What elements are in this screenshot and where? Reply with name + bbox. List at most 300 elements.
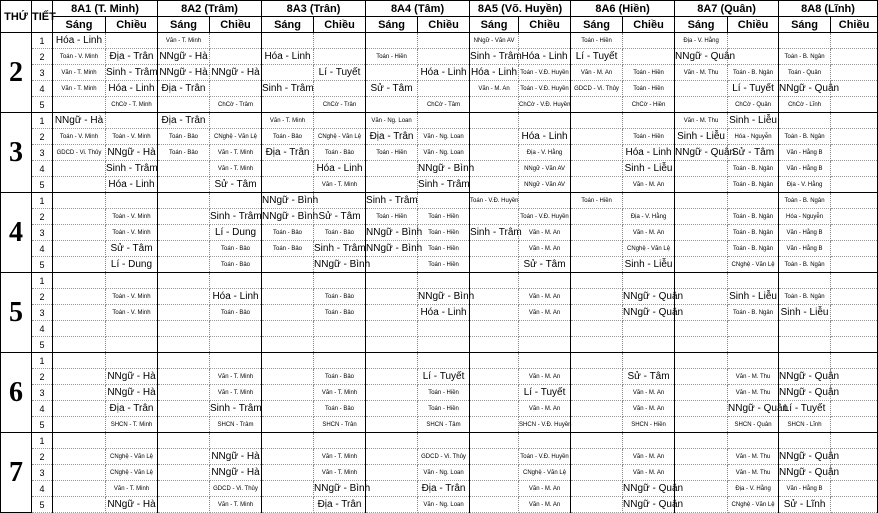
morning-cell: Địa - Trân <box>366 129 418 145</box>
morning-cell: NNgữ - Bình <box>262 209 314 225</box>
afternoon-cell <box>210 33 262 49</box>
morning-cell: Văn - Hằng B <box>779 241 831 257</box>
morning-cell: Địa - Trân <box>158 113 210 129</box>
morning-cell <box>571 433 623 449</box>
class-header: 8A8 (Lĩnh) <box>779 1 878 17</box>
session-header-afternoon: Chiều <box>418 17 470 33</box>
afternoon-cell: Lí - Tuyết <box>314 65 366 81</box>
afternoon-cell: Văn - M. An <box>519 305 571 321</box>
afternoon-cell: Toán - Bảo <box>314 225 366 241</box>
period-number: 2 <box>32 369 53 385</box>
afternoon-cell: Toán - V.Ð. Huyền <box>519 449 571 465</box>
session-header-row <box>1 17 878 33</box>
morning-cell: Toán - B. Ngân <box>779 49 831 65</box>
morning-cell <box>366 305 418 321</box>
afternoon-cell <box>831 337 878 353</box>
morning-cell <box>158 369 210 385</box>
afternoon-cell <box>831 113 878 129</box>
morning-cell <box>366 321 418 337</box>
morning-cell <box>53 369 106 385</box>
morning-cell <box>470 113 519 129</box>
afternoon-cell: NNgữ - Quân <box>623 497 675 513</box>
morning-cell <box>262 353 314 369</box>
morning-cell <box>53 305 106 321</box>
morning-cell: Toán - Hiền <box>571 193 623 209</box>
morning-cell <box>571 113 623 129</box>
morning-cell <box>571 417 623 433</box>
morning-cell: NNgữ - Quân <box>779 449 831 465</box>
class-header: 8A7 (Quân) <box>675 1 779 17</box>
afternoon-cell: Lí - Tuyết <box>418 369 470 385</box>
period-number: 5 <box>32 177 53 193</box>
afternoon-cell <box>106 113 158 129</box>
morning-cell <box>571 161 623 177</box>
afternoon-cell: Sử - Tâm <box>519 257 571 273</box>
afternoon-cell <box>418 433 470 449</box>
afternoon-cell: Sinh - Trâm <box>106 65 158 81</box>
morning-cell: Toán - Bảo <box>262 129 314 145</box>
morning-cell <box>470 241 519 257</box>
afternoon-cell <box>831 497 878 513</box>
morning-cell: Hóa - Linh <box>53 33 106 49</box>
morning-cell <box>262 305 314 321</box>
afternoon-cell: Toán - V.Ð. Huyền <box>519 209 571 225</box>
afternoon-cell <box>623 337 675 353</box>
afternoon-cell: Văn - T. Minh <box>314 177 366 193</box>
morning-cell <box>571 353 623 369</box>
period-row <box>1 209 878 225</box>
afternoon-cell: Toán - B. Ngân <box>728 241 779 257</box>
afternoon-cell: Toán - Hiền <box>623 65 675 81</box>
period-row <box>1 305 878 321</box>
morning-cell <box>470 481 519 497</box>
period-row <box>1 145 878 161</box>
afternoon-cell: Toán - Hiền <box>418 257 470 273</box>
afternoon-cell <box>623 273 675 289</box>
afternoon-cell <box>210 113 262 129</box>
afternoon-cell <box>314 113 366 129</box>
morning-cell: Toán - V. Minh <box>53 49 106 65</box>
morning-cell <box>366 449 418 465</box>
morning-cell: Toán - B. Ngân <box>779 257 831 273</box>
afternoon-cell: ChCờ - Quân <box>728 97 779 113</box>
afternoon-cell <box>210 193 262 209</box>
afternoon-cell: Sử - Tâm <box>623 369 675 385</box>
session-header-afternoon: Chiều <box>314 17 366 33</box>
afternoon-cell: Toán - B. Ngân <box>728 177 779 193</box>
period-row <box>1 161 878 177</box>
afternoon-cell: Lí - Dung <box>210 225 262 241</box>
morning-cell: Sinh - Liễu <box>675 129 728 145</box>
morning-cell <box>366 257 418 273</box>
morning-cell <box>470 209 519 225</box>
morning-cell <box>158 353 210 369</box>
afternoon-cell <box>106 321 158 337</box>
morning-cell <box>262 321 314 337</box>
afternoon-cell <box>831 177 878 193</box>
afternoon-cell: Sử - Tâm <box>210 177 262 193</box>
afternoon-cell: Hóa - Nguyễn <box>728 129 779 145</box>
morning-cell: Văn - Ng. Loan <box>366 113 418 129</box>
morning-cell <box>470 161 519 177</box>
afternoon-cell: Sử - Tâm <box>106 241 158 257</box>
afternoon-cell: Văn - M. An <box>519 481 571 497</box>
morning-cell: Lí - Tuyết <box>779 401 831 417</box>
afternoon-cell: CNghệ - Văn Lệ <box>106 465 158 481</box>
period-number: 4 <box>32 401 53 417</box>
afternoon-cell <box>106 353 158 369</box>
morning-cell: NNgữ - Quân <box>675 145 728 161</box>
afternoon-cell <box>728 193 779 209</box>
session-header-morning: Sáng <box>366 17 418 33</box>
morning-cell: NNgữ - Hà <box>158 49 210 65</box>
afternoon-cell: NNgữ - Hà <box>106 497 158 513</box>
afternoon-cell: Toán - Bảo <box>314 289 366 305</box>
afternoon-cell: Toán - B. Ngân <box>728 65 779 81</box>
period-row <box>1 321 878 337</box>
afternoon-cell <box>519 273 571 289</box>
day-column-header: THỨ <box>1 1 32 33</box>
afternoon-cell: Văn - M. An <box>623 401 675 417</box>
morning-cell <box>571 225 623 241</box>
morning-cell: Toán - Bảo <box>158 129 210 145</box>
period-number: 1 <box>32 353 53 369</box>
afternoon-cell: Văn - M. An <box>519 401 571 417</box>
morning-cell <box>53 449 106 465</box>
afternoon-cell: Toán - V. Minh <box>106 305 158 321</box>
morning-cell: Văn - Hằng B <box>779 161 831 177</box>
session-header-afternoon: Chiều <box>728 17 779 33</box>
afternoon-cell <box>106 33 158 49</box>
afternoon-cell: SHCN - V.Ð. Huyền <box>519 417 571 433</box>
afternoon-cell: Sinh - Liễu <box>728 289 779 305</box>
afternoon-cell: SHCN - Hiền <box>623 417 675 433</box>
afternoon-cell: Hóa - Linh <box>106 177 158 193</box>
session-header-morning: Sáng <box>53 17 106 33</box>
afternoon-cell: GDCD - Vi. Thủy <box>418 449 470 465</box>
afternoon-cell <box>831 417 878 433</box>
morning-cell <box>158 433 210 449</box>
morning-cell: Văn - T. Minh <box>158 33 210 49</box>
afternoon-cell: Sinh - Liễu <box>623 257 675 273</box>
morning-cell <box>262 497 314 513</box>
morning-cell <box>470 305 519 321</box>
afternoon-cell: Văn - M. An <box>519 497 571 513</box>
morning-cell <box>675 353 728 369</box>
afternoon-cell: Toán - V. Minh <box>106 129 158 145</box>
period-number: 4 <box>32 161 53 177</box>
morning-cell <box>53 481 106 497</box>
period-row <box>1 241 878 257</box>
afternoon-cell: Văn - M. An <box>623 177 675 193</box>
afternoon-cell: Văn - M. An <box>519 241 571 257</box>
morning-cell <box>262 337 314 353</box>
afternoon-cell: Văn - M. An <box>519 369 571 385</box>
morning-cell <box>366 417 418 433</box>
afternoon-cell: Văn - T. Minh <box>210 369 262 385</box>
afternoon-cell: NNgữ - Văn AV <box>519 161 571 177</box>
afternoon-cell: ChCờ - Hiền <box>623 97 675 113</box>
morning-cell: NNgữ - Bình <box>262 193 314 209</box>
morning-cell: Văn - Hằng B <box>779 225 831 241</box>
morning-cell <box>262 289 314 305</box>
morning-cell <box>366 385 418 401</box>
afternoon-cell: NNgữ - Hà <box>106 385 158 401</box>
morning-cell <box>262 449 314 465</box>
period-row <box>1 97 878 113</box>
period-row <box>1 289 878 305</box>
morning-cell <box>262 177 314 193</box>
period-number: 5 <box>32 337 53 353</box>
morning-cell <box>158 161 210 177</box>
afternoon-cell: Toán - Hiền <box>623 81 675 97</box>
period-row <box>1 433 878 449</box>
afternoon-cell: CNghệ - Văn Lệ <box>728 497 779 513</box>
period-number: 1 <box>32 273 53 289</box>
afternoon-cell: CNghệ - Văn Lệ <box>210 129 262 145</box>
morning-cell <box>779 321 831 337</box>
afternoon-cell: NNgữ - Hà <box>106 145 158 161</box>
afternoon-cell <box>831 241 878 257</box>
morning-cell <box>366 465 418 481</box>
afternoon-cell <box>418 321 470 337</box>
period-row <box>1 193 878 209</box>
morning-cell: Văn - T. Minh <box>53 65 106 81</box>
morning-cell <box>366 65 418 81</box>
afternoon-cell <box>831 97 878 113</box>
afternoon-cell: Toán - Hiền <box>418 225 470 241</box>
afternoon-cell: Sinh - Trâm <box>210 209 262 225</box>
morning-cell: Sinh - Trâm <box>470 49 519 65</box>
morning-cell <box>53 337 106 353</box>
morning-cell <box>470 497 519 513</box>
morning-cell <box>158 449 210 465</box>
morning-cell <box>675 273 728 289</box>
morning-cell <box>158 225 210 241</box>
morning-cell <box>675 257 728 273</box>
afternoon-cell: Văn - M. Thu <box>728 369 779 385</box>
morning-cell <box>262 481 314 497</box>
period-row <box>1 49 878 65</box>
morning-cell: NNgữ - Văn AV <box>470 33 519 49</box>
afternoon-cell: Văn - Ng. Loan <box>418 145 470 161</box>
afternoon-cell: NNgữ - Quân <box>728 401 779 417</box>
morning-cell <box>571 385 623 401</box>
afternoon-cell: ChCờ - V.Ð. Huyền <box>519 97 571 113</box>
afternoon-cell <box>106 433 158 449</box>
afternoon-cell <box>418 33 470 49</box>
morning-cell <box>571 257 623 273</box>
morning-cell <box>366 161 418 177</box>
morning-cell <box>675 241 728 257</box>
morning-cell <box>470 449 519 465</box>
morning-cell: Sử - Lĩnh <box>779 497 831 513</box>
afternoon-cell <box>519 353 571 369</box>
morning-cell <box>675 433 728 449</box>
morning-cell <box>53 241 106 257</box>
morning-cell <box>158 209 210 225</box>
afternoon-cell <box>623 33 675 49</box>
day-number: 3 <box>1 113 32 193</box>
class-header: 8A4 (Tâm) <box>366 1 470 17</box>
afternoon-cell <box>314 321 366 337</box>
morning-cell <box>571 449 623 465</box>
afternoon-cell <box>831 65 878 81</box>
morning-cell: NNgữ - Bình <box>366 241 418 257</box>
afternoon-cell: Lí - Tuyết <box>519 385 571 401</box>
afternoon-cell <box>831 289 878 305</box>
morning-cell: SHCN - Lĩnh <box>779 417 831 433</box>
afternoon-cell: Toán - Hiền <box>418 401 470 417</box>
morning-cell <box>470 177 519 193</box>
afternoon-cell: Toán - Bảo <box>210 257 262 273</box>
morning-cell <box>675 81 728 97</box>
morning-cell <box>366 337 418 353</box>
period-row <box>1 273 878 289</box>
period-row <box>1 401 878 417</box>
morning-cell <box>571 129 623 145</box>
morning-cell <box>53 321 106 337</box>
class-header: 8A2 (Trâm) <box>158 1 262 17</box>
afternoon-cell <box>519 433 571 449</box>
day-number: 4 <box>1 193 32 273</box>
afternoon-cell <box>831 145 878 161</box>
afternoon-cell: NNgữ - Quân <box>623 481 675 497</box>
morning-cell: Văn - M. An <box>571 65 623 81</box>
period-row <box>1 497 878 513</box>
afternoon-cell: Văn - T. Minh <box>106 481 158 497</box>
morning-cell: Lí - Tuyết <box>571 49 623 65</box>
afternoon-cell <box>314 337 366 353</box>
afternoon-cell: SHCN - Tâm <box>418 417 470 433</box>
afternoon-cell: Toán - Hiền <box>418 241 470 257</box>
morning-cell <box>675 449 728 465</box>
afternoon-cell <box>831 353 878 369</box>
session-header-morning: Sáng <box>571 17 623 33</box>
period-row <box>1 113 878 129</box>
morning-cell: Hóa - Nguyễn <box>779 209 831 225</box>
morning-cell <box>470 465 519 481</box>
class-header: 8A5 (Võ. Huyền) <box>470 1 571 17</box>
period-column-header: TIẾT <box>32 1 53 33</box>
morning-cell: Địa - V. Hằng <box>675 33 728 49</box>
afternoon-cell: Toán - V. Minh <box>106 225 158 241</box>
morning-cell <box>470 337 519 353</box>
afternoon-cell: Sinh - Trâm <box>314 241 366 257</box>
afternoon-cell: Hóa - Linh <box>210 289 262 305</box>
morning-cell <box>571 481 623 497</box>
afternoon-cell: Toán - Bảo <box>314 305 366 321</box>
afternoon-cell: Văn - T. Minh <box>314 385 366 401</box>
afternoon-cell: NNgữ - Quân <box>623 289 675 305</box>
morning-cell <box>53 497 106 513</box>
morning-cell: Sử - Tâm <box>366 81 418 97</box>
morning-cell <box>53 97 106 113</box>
period-row <box>1 417 878 433</box>
morning-cell: Văn - T. Minh <box>53 81 106 97</box>
period-row <box>1 385 878 401</box>
morning-cell <box>366 177 418 193</box>
morning-cell <box>158 385 210 401</box>
morning-cell <box>470 257 519 273</box>
period-number: 5 <box>32 497 53 513</box>
afternoon-cell <box>623 49 675 65</box>
afternoon-cell: SHCN - T. Minh <box>106 417 158 433</box>
period-number: 4 <box>32 321 53 337</box>
afternoon-cell: Văn - T. Minh <box>210 145 262 161</box>
afternoon-cell: Địa - Trân <box>418 481 470 497</box>
morning-cell <box>53 417 106 433</box>
morning-cell <box>470 369 519 385</box>
class-header: 8A6 (Hiền) <box>571 1 675 17</box>
afternoon-cell: Văn - M. An <box>623 449 675 465</box>
afternoon-cell <box>418 337 470 353</box>
morning-cell <box>158 273 210 289</box>
afternoon-cell: Địa - V. Hằng <box>623 209 675 225</box>
afternoon-cell: ChCờ - Trâm <box>210 97 262 113</box>
morning-cell <box>53 161 106 177</box>
period-row <box>1 337 878 353</box>
morning-cell <box>675 369 728 385</box>
morning-cell <box>779 113 831 129</box>
morning-cell <box>571 369 623 385</box>
morning-cell <box>262 433 314 449</box>
morning-cell: Văn - T. Minh <box>262 113 314 129</box>
morning-cell <box>571 289 623 305</box>
afternoon-cell <box>831 33 878 49</box>
morning-cell <box>53 257 106 273</box>
morning-cell: Toán - B. Ngân <box>779 129 831 145</box>
afternoon-cell <box>314 49 366 65</box>
afternoon-cell <box>314 193 366 209</box>
afternoon-cell: Sinh - Trâm <box>210 401 262 417</box>
afternoon-cell: CNghệ - Văn Lệ <box>623 241 675 257</box>
afternoon-cell <box>210 273 262 289</box>
morning-cell <box>366 97 418 113</box>
morning-cell <box>470 385 519 401</box>
morning-cell <box>779 337 831 353</box>
morning-cell <box>470 401 519 417</box>
morning-cell <box>470 97 519 113</box>
afternoon-cell <box>623 433 675 449</box>
afternoon-cell: NNgữ - Hà <box>210 449 262 465</box>
session-header-afternoon: Chiều <box>519 17 571 33</box>
morning-cell: Toán - Quân <box>779 65 831 81</box>
morning-cell: Toán - Hiền <box>366 49 418 65</box>
morning-cell <box>366 481 418 497</box>
period-number: 1 <box>32 33 53 49</box>
morning-cell: Văn - M. An <box>470 81 519 97</box>
afternoon-cell <box>831 129 878 145</box>
period-row <box>1 81 878 97</box>
afternoon-cell <box>728 337 779 353</box>
session-header-morning: Sáng <box>158 17 210 33</box>
morning-cell <box>158 257 210 273</box>
period-number: 5 <box>32 97 53 113</box>
afternoon-cell: Văn - T. Minh <box>314 449 366 465</box>
morning-cell <box>158 177 210 193</box>
morning-cell: NNgữ - Quân <box>779 369 831 385</box>
afternoon-cell: Toán - V. Minh <box>106 289 158 305</box>
afternoon-cell: Văn - Ng. Loan <box>418 497 470 513</box>
afternoon-cell: Hóa - Linh <box>106 81 158 97</box>
morning-cell <box>158 241 210 257</box>
morning-cell <box>53 273 106 289</box>
morning-cell <box>470 433 519 449</box>
afternoon-cell: Văn - M. An <box>519 289 571 305</box>
afternoon-cell <box>314 433 366 449</box>
afternoon-cell: Văn - M. Thu <box>728 385 779 401</box>
